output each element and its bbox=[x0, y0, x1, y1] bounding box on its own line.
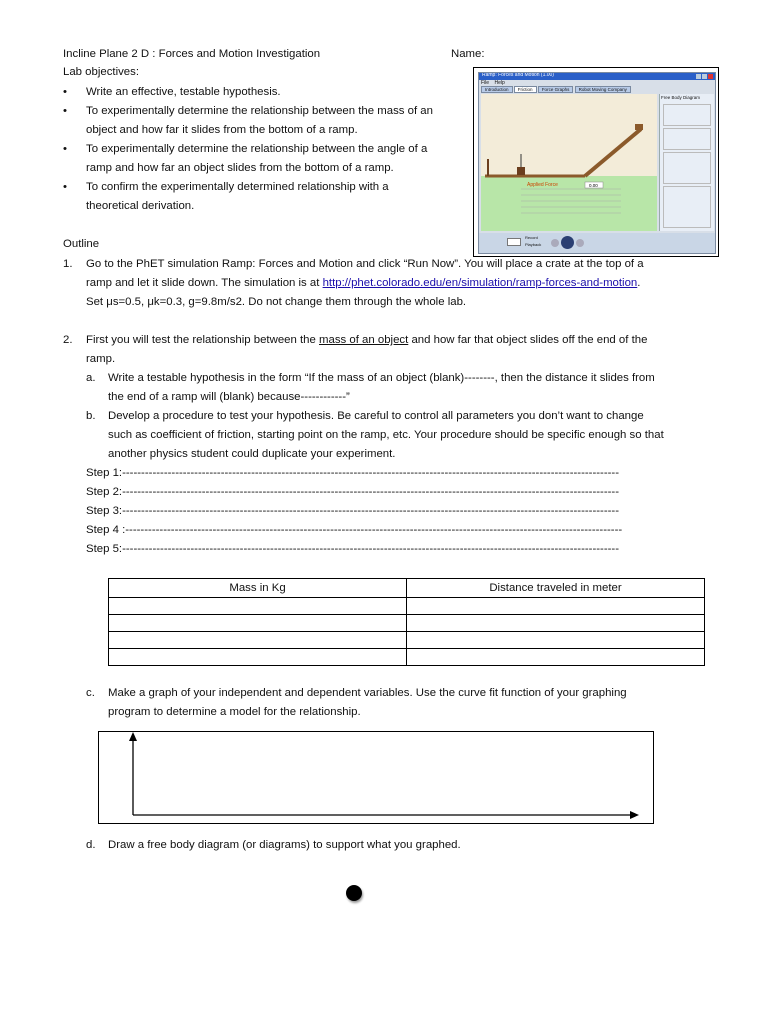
simulation-link[interactable]: http://phet.colorado.edu/en/simulation/ramp-forces-and-motion bbox=[322, 277, 638, 289]
sim-window bbox=[478, 72, 716, 254]
tab-friction: Friction bbox=[514, 86, 537, 93]
panel-box bbox=[663, 128, 711, 150]
tab-introduction: Introduction bbox=[481, 86, 513, 93]
column-header-distance: Distance traveled in meter bbox=[407, 579, 705, 598]
table-row bbox=[109, 615, 705, 632]
x-axis-arrow-icon bbox=[630, 811, 639, 819]
substep-d-line1: Draw a free body diagram (or diagrams) to support what you graphed. bbox=[108, 839, 461, 851]
panel-box bbox=[663, 152, 711, 184]
table-cell[interactable] bbox=[109, 649, 407, 666]
simulation-screenshot bbox=[473, 67, 719, 257]
step1-line2 bbox=[86, 274, 640, 293]
panel-box bbox=[663, 104, 711, 126]
table-cell[interactable] bbox=[407, 632, 705, 649]
list-item: To experimentally determine the relationship between the mass of an bbox=[86, 105, 433, 117]
name-label: Name: bbox=[451, 48, 485, 60]
applied-force-value: 0.00 bbox=[589, 183, 598, 188]
list-item: theoretical derivation. bbox=[86, 200, 195, 212]
bullet: • bbox=[63, 181, 67, 193]
bullet: • bbox=[63, 143, 67, 155]
panel-title: Free Body Diagram bbox=[661, 95, 701, 100]
record-label: Record bbox=[525, 235, 538, 240]
minimize-icon bbox=[696, 74, 701, 79]
objectives-heading: Lab objectives: bbox=[63, 66, 139, 78]
step2-line2: ramp. bbox=[86, 353, 116, 365]
graph-box bbox=[98, 731, 654, 824]
data-table bbox=[108, 578, 705, 666]
page-title: Incline Plane 2 D : Forces and Motion Investigation bbox=[63, 48, 321, 60]
rewind-icon bbox=[551, 239, 559, 247]
sim-scene bbox=[481, 94, 657, 231]
column-header-mass: Mass in Kg bbox=[109, 579, 407, 598]
play-icon bbox=[561, 236, 574, 249]
table-cell[interactable] bbox=[109, 632, 407, 649]
procedure-step: Step 5:----------------------------------------------------------------------------------------------------------------------------------- bbox=[86, 543, 620, 555]
table-row bbox=[109, 632, 705, 649]
step2-line1 bbox=[86, 331, 647, 350]
list-item: ramp and how far an object slides from the bottom of a ramp. bbox=[86, 162, 394, 174]
step2-text: and how far that object slides off the end of the bbox=[408, 334, 648, 346]
dot-icon bbox=[346, 885, 362, 901]
playback-field bbox=[507, 238, 521, 246]
procedure-step: Step 1:----------------------------------------------------------------------------------------------------------------------------------- bbox=[86, 467, 620, 479]
procedure-step: Step 2:----------------------------------------------------------------------------------------------------------------------------------- bbox=[86, 486, 620, 498]
y-axis-arrow-icon bbox=[129, 732, 137, 741]
substep-c-line1: Make a graph of your independent and dependent variables. Use the curve fit function of your graphing bbox=[108, 687, 627, 699]
tab-force-graphs: Force Graphs bbox=[538, 86, 574, 93]
table-cell[interactable] bbox=[109, 598, 407, 615]
sim-titlebar bbox=[479, 73, 715, 80]
table-row bbox=[109, 598, 705, 615]
step1-line2-end: . bbox=[637, 277, 641, 289]
list-item: Write an effective, testable hypothesis. bbox=[86, 86, 281, 98]
tab-robot-moving: Robot Moving Company bbox=[575, 86, 631, 93]
panel-box bbox=[663, 186, 711, 228]
step-number: 2. bbox=[63, 334, 73, 346]
sim-tabs bbox=[481, 86, 631, 93]
step2-text: First you will test the relationship between the bbox=[86, 334, 319, 346]
sim-title: Ramp: Forces and Motion (1.00) bbox=[482, 72, 554, 78]
substep-b-line1: Develop a procedure to test your hypothesis. Be careful to control all parameters you don’t want to change bbox=[108, 410, 644, 422]
step-number: 1. bbox=[63, 258, 73, 270]
step-icon bbox=[576, 239, 584, 247]
sim-control-panel bbox=[659, 94, 714, 231]
applied-force-label: Applied Force bbox=[527, 182, 558, 188]
close-icon bbox=[708, 74, 713, 79]
table-cell[interactable] bbox=[407, 649, 705, 666]
graph-axes bbox=[99, 732, 653, 823]
step1-line3: Set μs=0.5, μk=0.3, g=9.8m/s2. Do not change them through the whole lab. bbox=[86, 296, 467, 308]
bullet: • bbox=[63, 105, 67, 117]
outline-heading: Outline bbox=[63, 238, 100, 250]
substep-label: c. bbox=[86, 687, 95, 699]
step1-line1: Go to the PhET simulation Ramp: Forces and Motion and click “Run Now”. You will place a crate at the top of a bbox=[86, 258, 644, 270]
table-cell[interactable] bbox=[109, 615, 407, 632]
substep-a-line1: Write a testable hypothesis in the form “If the mass of an object (blank)--------, then the distance it slides from bbox=[108, 372, 655, 384]
maximize-icon bbox=[702, 74, 707, 79]
table-cell[interactable] bbox=[407, 598, 705, 615]
substep-a-line2: the end of a ramp will (blank) because------------” bbox=[108, 391, 350, 403]
substep-label: b. bbox=[86, 410, 96, 422]
table-header-row bbox=[109, 579, 705, 598]
playback-label: Playback bbox=[525, 242, 542, 247]
substep-label: a. bbox=[86, 372, 96, 384]
step1-line2-text: ramp and let it slide down. The simulation is at bbox=[86, 277, 323, 289]
substep-c-line2: program to determine a model for the relationship. bbox=[108, 706, 361, 718]
menu-help: Help bbox=[494, 80, 505, 86]
step2-underlined: mass of an object bbox=[319, 334, 409, 346]
table-row bbox=[109, 649, 705, 666]
ramp-scene bbox=[481, 94, 657, 231]
sim-playback-bar bbox=[479, 233, 715, 253]
menu-file: File bbox=[481, 80, 490, 86]
procedure-step: Step 3:----------------------------------------------------------------------------------------------------------------------------------- bbox=[86, 505, 620, 517]
bullet: • bbox=[63, 86, 67, 98]
list-item: object and how far it slides from the bottom of a ramp. bbox=[86, 124, 358, 136]
procedure-step: Step 4 :----------------------------------------------------------------------------------------------------------------------------------- bbox=[86, 524, 623, 536]
substep-b-line3: another physics student could duplicate your experiment. bbox=[108, 448, 396, 460]
list-item: To experimentally determine the relationship between the angle of a bbox=[86, 143, 428, 155]
list-item: To confirm the experimentally determined relationship with a bbox=[86, 181, 389, 193]
table-cell[interactable] bbox=[407, 615, 705, 632]
substep-label: d. bbox=[86, 839, 96, 851]
substep-b-line2: such as coefficient of friction, starting point on the ramp, etc. Your procedure should be specific enough so that bbox=[108, 429, 664, 441]
